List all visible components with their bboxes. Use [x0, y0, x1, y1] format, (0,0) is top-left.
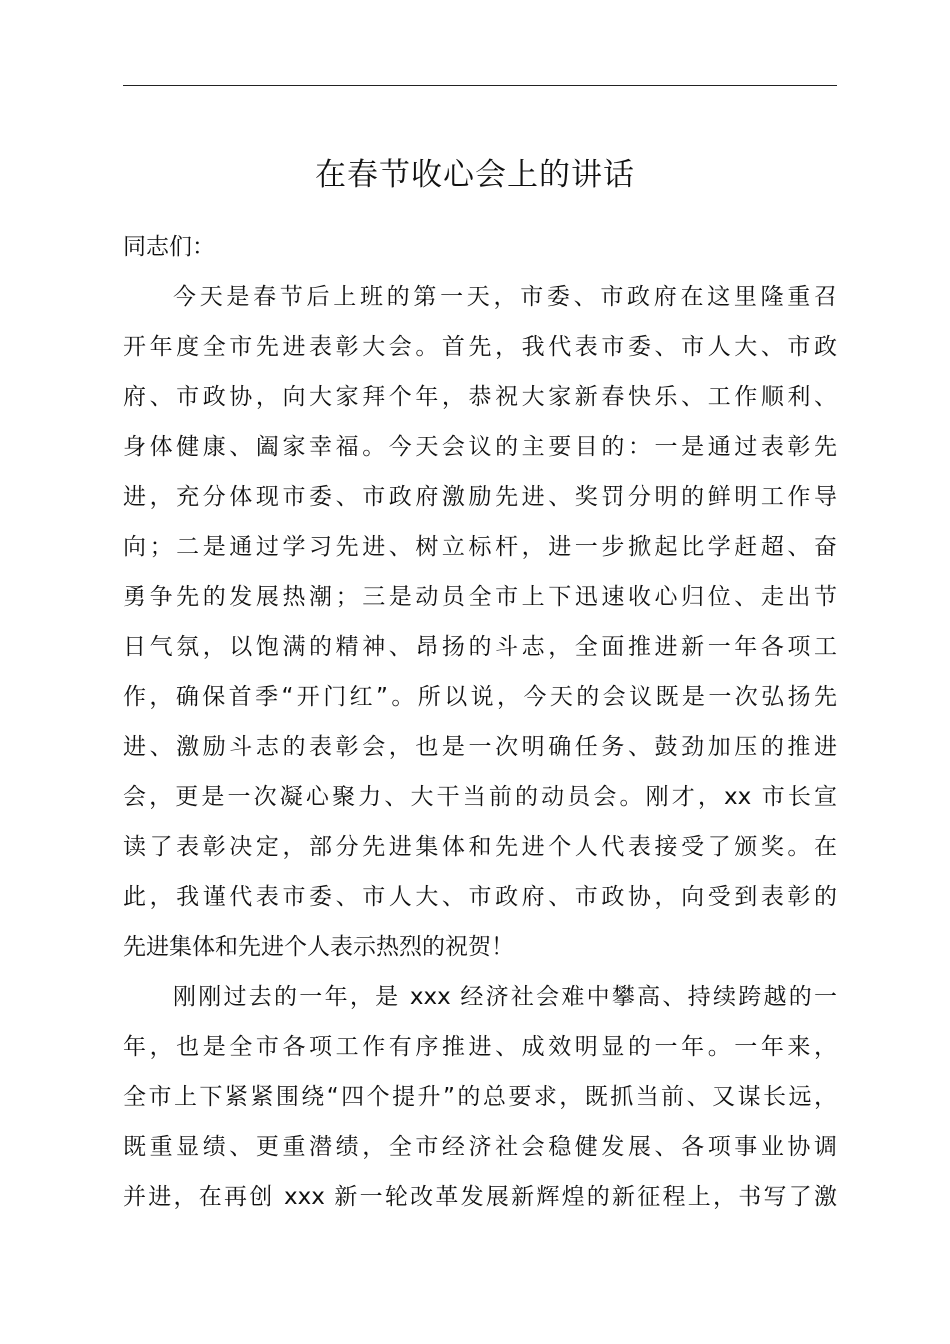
document-title: 在春节收心会上的讲话	[315, 157, 635, 193]
paragraph-line: 年，也是全市各项工作有序推进、成效明显的一年。一年来，	[123, 1034, 837, 1060]
salutation: 同志们：	[123, 234, 215, 260]
paragraph-line: 勇争先的发展热潮；三是动员全市上下迅速收心归位、走出节	[123, 584, 837, 610]
header-rule	[123, 85, 837, 86]
paragraph-line: 进、激励斗志的表彰会，也是一次明确任务、鼓劲加压的推进	[123, 734, 837, 760]
paragraph-line: 府、市政协，向大家拜个年，恭祝大家新春快乐、工作顺利、	[123, 384, 837, 410]
paragraph-line: 刚刚过去的一年，是 xxx 经济社会难中攀高、持续跨越的一	[173, 984, 837, 1010]
document-body	[123, 222, 837, 1222]
paragraph-line: 开年度全市先进表彰大会。首先，我代表市委、市人大、市政	[123, 334, 837, 360]
paragraph-2	[123, 972, 837, 1222]
paragraph-line: 此，我谨代表市委、市人大、市政府、市政协，向受到表彰的	[123, 884, 837, 910]
paragraph-line: 进，充分体现市委、市政府激励先进、奖罚分明的鲜明工作导	[123, 484, 837, 510]
paragraph-line: 既重显绩、更重潜绩，全市经济社会稳健发展、各项事业协调	[123, 1134, 837, 1160]
paragraph-line: 读了表彰决定，部分先进集体和先进个人代表接受了颁奖。在	[123, 834, 837, 860]
paragraph-line: 向；二是通过学习先进、树立标杆，进一步掀起比学赶超、奋	[123, 534, 837, 560]
paragraph-line: 全市上下紧紧围绕“四个提升”的总要求，既抓当前、又谋长远，	[123, 1084, 837, 1110]
paragraph-1	[123, 272, 837, 972]
paragraph-line: 日气氛，以饱满的精神、昂扬的斗志，全面推进新一年各项工	[123, 634, 837, 660]
paragraph-line: 会，更是一次凝心聚力、大干当前的动员会。刚才，xx 市长宣	[123, 784, 837, 810]
paragraph-line: 先进集体和先进个人表示热烈的祝贺！	[123, 934, 514, 960]
paragraph-line: 作，确保首季“开门红”。所以说，今天的会议既是一次弘扬先	[123, 684, 837, 710]
paragraph-line: 今天是春节后上班的第一天，市委、市政府在这里隆重召	[173, 284, 837, 310]
paragraph-line: 身体健康、阖家幸福。今天会议的主要目的：一是通过表彰先	[123, 434, 837, 460]
paragraph-line: 并进，在再创 xxx 新一轮改革发展新辉煌的新征程上，书写了激	[123, 1184, 837, 1210]
